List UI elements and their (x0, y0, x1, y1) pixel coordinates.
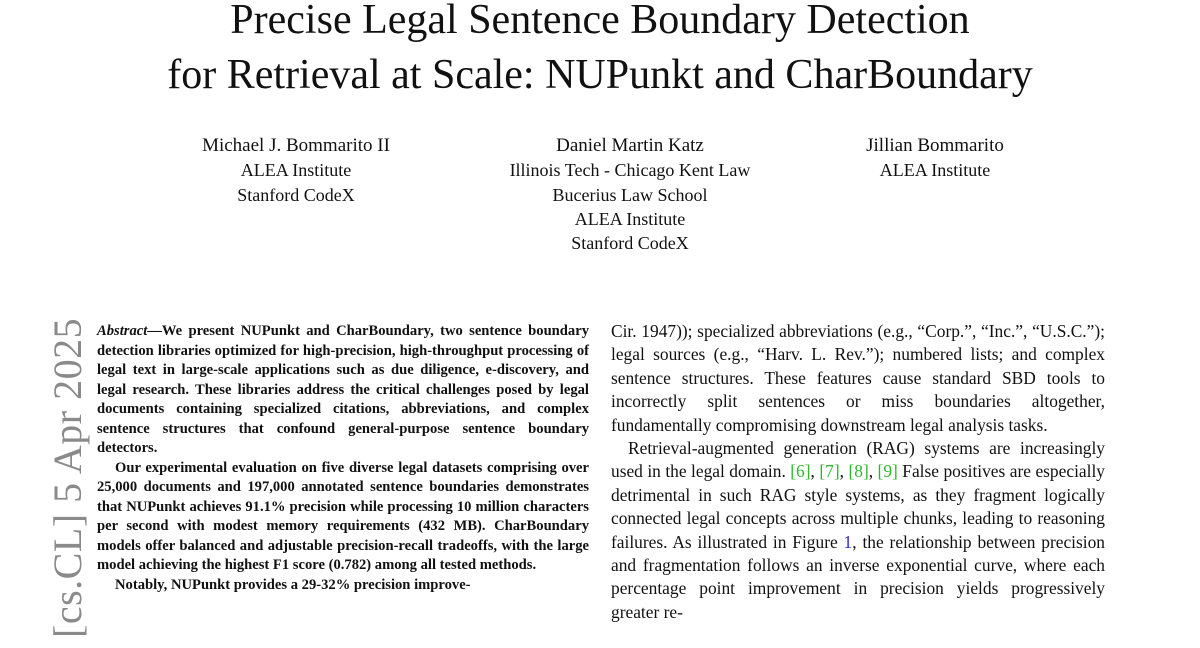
author-affiliation: Stanford CodeX (571, 233, 689, 254)
arxiv-side-stamp: [cs.CL] 5 Apr 2025 (45, 317, 90, 638)
author-affiliation: Illinois Tech - Chicago Kent Law (509, 160, 751, 181)
body-text: False positives are especially detrimental in such RAG style systems, as they fragment logically connected legal concepts across multiple chunks, leading to reasoning failures. As illustrated in Figure (611, 461, 1105, 552)
abstract-paragraph-3: Notably, NUPunkt provides a 29-32% precision improve- (115, 576, 471, 593)
figure-reference-link[interactable]: 1 (843, 531, 853, 552)
separator: , (868, 461, 878, 482)
body-paragraph-1: Cir. 1947)); specialized abbreviations (e.g., “Corp.”, “Inc.”, “U.S.C.”); legal sources (e.g., “Harv. L. Rev.”); numbered lists; and complex sentence structures. These features cause standard SBD tools to incorrectly split sentences or miss boundaries altogether, fundamentally compromising downstream legal analysis tasks. (611, 321, 1105, 435)
author-name: Michael J. Bommarito II (202, 135, 390, 156)
author-affiliation: Bucerius Law School (552, 184, 708, 205)
author-name: Jillian Bommarito (866, 135, 1004, 156)
abstract-label: Abstract (97, 323, 148, 339)
abstract-dash: — (147, 323, 162, 339)
author-affiliation: ALEA Institute (574, 208, 686, 229)
title-line-2: for Retrieval at Scale: NUPunkt and CharBoundary (167, 52, 1033, 98)
separator: , (810, 461, 820, 482)
citation-link[interactable]: [7] (819, 461, 840, 482)
author-affiliation: ALEA Institute (879, 160, 991, 181)
author-affiliation: Stanford CodeX (237, 184, 355, 205)
citation-link[interactable]: [6] (790, 461, 811, 482)
abstract-paragraph-1 (97, 322, 589, 459)
author-block-1 (176, 134, 416, 207)
body-text: Retrieval-augmented generation (RAG) systems are increasingly used in the legal domain. (611, 438, 1105, 482)
citation-link[interactable]: [9] (877, 461, 898, 482)
body-text: , the relationship between precision and fragmentation follows an inverse exponential curve, where each percentage point improvement in precision yields progressively greater re- (611, 531, 1105, 622)
abstract-text: We present NUPunkt and CharBoundary, two sentence boundary detection libraries optimized for high-precision, high-throughput processing of legal text in large-scale applications such as due diligence, e-discovery, and legal research. These libraries address the critical challenges posed by legal documents containing specialized citations, abbreviations, and complex sentence structures that confound general-purpose sentence boundary detectors. (97, 323, 589, 456)
author-affiliation: ALEA Institute (240, 160, 352, 181)
title-line-1: Precise Legal Sentence Boundary Detection (230, 0, 970, 43)
author-name: Daniel Martin Katz (556, 135, 704, 156)
author-block-2 (470, 134, 790, 255)
citation-link[interactable]: [8] (848, 461, 869, 482)
body-paragraph-2 (611, 437, 1105, 624)
abstract-paragraph-2: Our experimental evaluation on five diverse legal datasets comprising over 25,000 documents and 197,000 annotated sentence boundaries demonstrates that NUPunkt achieves 91.1% precision while processing 10 million characters per second with modest memory requirements (432 MB). CharBoundary models offer balanced and adjustable precision-recall tradeoffs, with the large model achieving the highest F1 score (0.782) among all tested methods. (97, 459, 589, 573)
body-column-right (611, 320, 1105, 624)
separator: , (839, 461, 849, 482)
abstract (97, 322, 589, 595)
author-block-3 (835, 134, 1035, 183)
